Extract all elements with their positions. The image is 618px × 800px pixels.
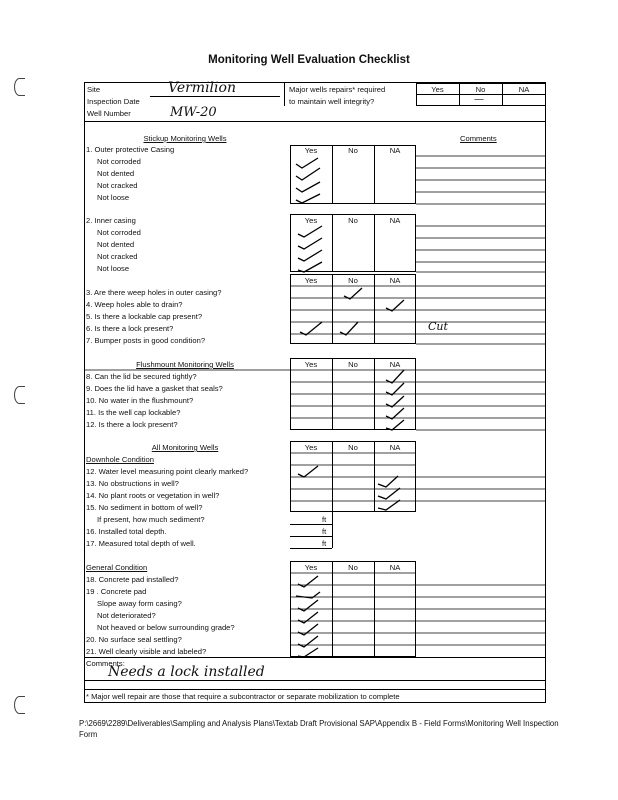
inner-sub-3: Not cracked [97,252,138,261]
question-11: 11. Is the well cap lockable? [86,408,181,417]
check-mark [378,476,398,487]
q19-sub-3: Not heaved or below surrounding grade? [97,623,235,632]
downhole-label: Downhole Condition [86,455,154,464]
file-path: P:\2669\2289\Deliverables\Sampling and Analysis Plans\Textab Draft Provisional SAP\Appendix B - Field Forms\Monitoring Well Inspection Form [79,719,559,739]
check-mark [298,262,322,272]
comment-q6[interactable]: Cut [428,320,448,333]
outer-sub-2: Not dented [97,169,135,178]
inspection-date-label: Inspection Date [87,97,140,106]
check-mark [296,158,318,168]
check-mark [386,300,404,311]
major-repairs-answer[interactable]: — [474,94,484,105]
major-repairs-question-2: to maintain well integrity? [289,97,375,106]
sediment-question: If present, how much sediment? [97,515,205,524]
major-yes-header: Yes [431,85,444,94]
question-5: 5. Is there a lockable cap present? [86,312,203,321]
question-9: 9. Does the lid have a gasket that seals? [86,384,223,393]
comments-label: Comments: [86,659,125,668]
flush-na-header: NA [389,360,401,369]
check-mark [298,250,322,261]
stickup-na-header: NA [389,146,401,155]
question-16: 16. Installed total depth. [86,527,167,536]
inner-na-header: NA [389,216,401,225]
question-21: 21. Well clearly visible and labeled? [86,647,207,656]
check-mark [386,408,404,419]
stickup-title: Stickup Monitoring Wells [143,134,227,143]
question-10: 10. No water in the flushmount? [86,396,194,405]
check-mark [296,182,320,192]
check-mark [386,370,404,383]
question-14: 14. No plant roots or vegetation in well? [86,491,220,500]
comments-header: Comments [460,134,497,143]
check-mark [340,322,358,335]
question-7: 7. Bumper posts in good condition? [86,336,206,345]
question-15: 15. No sediment in bottom of well? [86,503,203,512]
well-number-value[interactable]: MW-20 [170,105,217,120]
question-17: 17. Measured total depth of well. [86,539,196,548]
ft-unit-1: ft [322,515,327,524]
major-na-header: NA [518,85,530,94]
outer-sub-4: Not loose [97,193,130,202]
question-20: 20. No surface seal settling? [86,635,182,644]
flush-yes-header: Yes [304,360,318,369]
footnote: * Major well repair are those that require a subcontractor or separate mobilization to complete [86,692,400,701]
inner-sub-4: Not loose [97,264,130,273]
outer-sub-1: Not corroded [97,157,141,166]
stickup-no-header: No [348,146,358,155]
page-title: Monitoring Well Evaluation Checklist [208,54,410,66]
check-mark [386,396,404,407]
question-12: 12. Water level measuring point clearly marked? [86,467,249,476]
inner-yes-header: Yes [304,216,318,225]
question-6: 6. Is there a lock present? [86,324,174,333]
general-na-header: NA [389,563,401,572]
site-value[interactable]: Vermilion [168,80,236,96]
check-mark [386,383,404,395]
ft-unit-2: ft [322,527,327,536]
question-3: 3. Are there weep holes in outer casing? [86,288,222,297]
inner-sub-2: Not dented [97,240,135,249]
check-mark [298,466,318,477]
check-mark [296,194,320,203]
general-no-header: No [348,563,358,572]
q3-yes-header: Yes [304,276,318,285]
check-mark [298,648,318,657]
outer-sub-3: Not cracked [97,181,138,190]
check-mark [378,500,400,510]
site-label: Site [87,85,101,94]
all-na-header: NA [389,443,401,452]
major-repairs-question: Major wells repairs* required [289,85,386,94]
check-mark [300,322,322,335]
check-mark [386,420,404,430]
item-inner-casing: 2. Inner casing [86,216,136,225]
check-mark [296,168,320,180]
check-mark [298,226,322,237]
question-19: 19 . Concrete pad [86,587,147,596]
general-condition-label: General Condition [86,563,148,572]
all-wells-title: All Monitoring Wells [151,443,219,452]
q19-sub-2: Not deteriorated? [97,611,156,620]
q3-na-header: NA [389,276,401,285]
check-mark [378,488,400,499]
flushmount-title: Flushmount Monitoring Wells [136,360,234,369]
question-18: 18. Concrete pad installed? [86,575,179,584]
general-yes-header: Yes [304,563,318,572]
q3-no-header: No [348,276,358,285]
flush-no-header: No [348,360,358,369]
item-outer-casing: 1. Outer protective Casing [86,145,175,154]
question-13: 13. No obstructions in well? [86,479,179,488]
stickup-yes-header: Yes [304,146,318,155]
comments-value[interactable]: Needs a lock installed [108,664,265,680]
inner-sub-1: Not corroded [97,228,141,237]
check-mark [298,238,322,249]
question-12-flush: 12. Is there a lock present? [86,420,178,429]
all-yes-header: Yes [304,443,318,452]
question-4: 4. Weep holes able to drain? [86,300,183,309]
inner-no-header: No [348,216,358,225]
question-8: 8. Can the lid be secured tightly? [86,372,197,381]
ft-unit-3: ft [322,539,327,548]
check-mark [344,288,362,299]
well-number-label: Well Number [87,109,131,118]
major-no-header: No [475,85,486,94]
all-no-header: No [348,443,358,452]
q19-sub-1: Slope away form casing? [97,599,182,608]
